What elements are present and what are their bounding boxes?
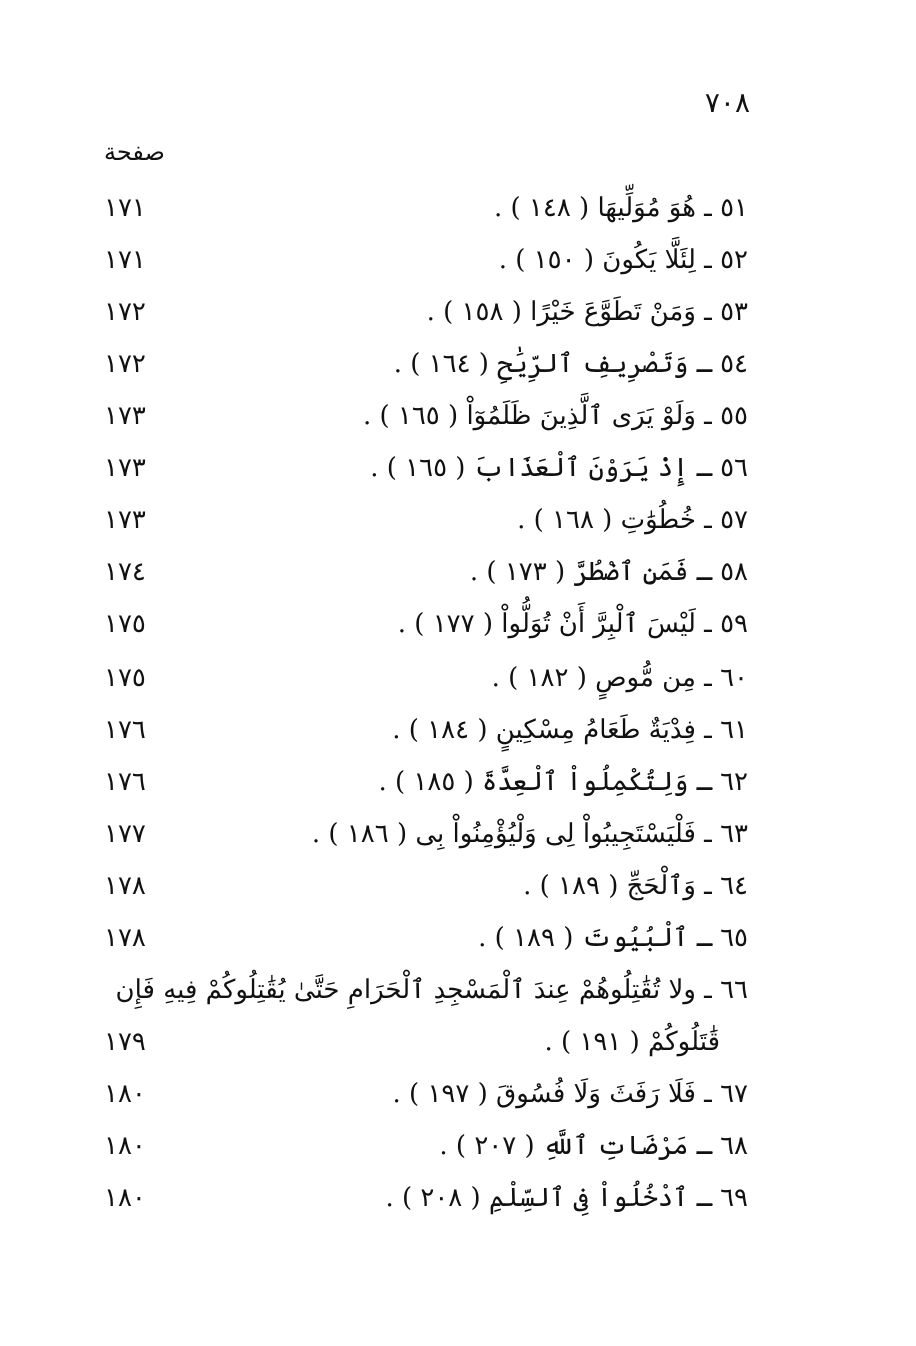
entry-text: ٦٧ ـ فَلَا رَفَثَ وَلَا فُسُوقَ ( ١٩٧ ) .	[392, 1079, 748, 1109]
entry-text: ٥٤ ـ وَتَصْرِيفِ ٱلرِّيَٰحِ ( ١٦٤ ) .	[393, 349, 748, 379]
entry-page: ١٧٦	[104, 767, 146, 797]
entry-text-continued: قَٰتَلُوكُمْ ( ١٩١ ) .	[544, 1027, 720, 1057]
entry-text: ٥٣ ـ وَمَنْ تَطَوَّعَ خَيْرًا ( ١٥٨ ) .	[426, 297, 748, 327]
index-entry	[0, 918, 916, 958]
entry-page: ١٧٢	[104, 349, 146, 379]
index-entry	[0, 292, 916, 332]
entry-page: ١٧١	[104, 193, 146, 223]
entry-page: ١٧٣	[104, 505, 146, 535]
entry-page: ١٨٠	[104, 1183, 146, 1213]
index-entry	[0, 188, 916, 228]
entry-text: ٦٠ ـ مِن مُّوصٍ ( ١٨٢ ) .	[491, 663, 748, 693]
index-entry	[0, 710, 916, 750]
index-entry	[0, 552, 916, 592]
entry-text: ٦٦ ـ ولا تُقَٰتِلُوهُمْ عِندَ ٱلْمَسْجِدِ ٱلْحَرَامِ حَتَّىٰ يُقَٰتِلُوكُمْ فِيهِ فَإِن	[115, 975, 748, 1005]
index-entry	[0, 240, 916, 280]
index-entry	[0, 396, 916, 436]
entry-page: ١٧١	[104, 245, 146, 275]
entry-page: ١٧٤	[104, 557, 146, 587]
entry-text: ٦٢ ـ وَلِتُكْمِلُواْ ٱلْعِدَّةَ ( ١٨٥ ) .	[378, 767, 748, 797]
entry-page: ١٧٩	[104, 1027, 146, 1057]
entry-text: ٥١ ـ هُوَ مُوَلِّيهَا ( ١٤٨ ) .	[493, 193, 748, 223]
entry-text: ٦٨ ـ مَرْضَاتِ ٱللَّهِ ( ٢٠٧ ) .	[439, 1131, 748, 1161]
entry-text: ٥٨ ـ فَمَنِ ٱضْطُرَّ ( ١٧٣ ) .	[469, 557, 748, 587]
index-entry	[0, 762, 916, 802]
page-number: ٧٠٨	[704, 86, 750, 119]
entry-text: ٦٩ ـ ٱدْخُلُواْ فِى ٱلسِّلْمِ ( ٢٠٨ ) .	[385, 1183, 748, 1213]
index-entry	[0, 344, 916, 384]
index-entry	[0, 500, 916, 540]
entry-page: ١٧٨	[104, 871, 146, 901]
index-entry	[0, 448, 916, 488]
entry-page: ١٧٥	[104, 663, 146, 693]
entry-page: ١٧٣	[104, 401, 146, 431]
index-entry	[0, 1074, 916, 1114]
entry-text: ٥٦ ـ إِذْ يَرَوْنَ ٱلْعَذَابَ ( ١٦٥ ) .	[370, 453, 748, 483]
index-entry	[0, 814, 916, 854]
entry-page: ١٧٣	[104, 453, 146, 483]
entry-text: ٦١ ـ فِدْيَةٌ طَعَامُ مِسْكِينٍ ( ١٨٤ ) .	[392, 715, 748, 745]
page-column-header: صفحة	[104, 138, 165, 166]
entry-text: ٦٥ ـ ٱلْبُيُوتَ ( ١٨٩ ) .	[478, 923, 748, 953]
entry-page: ١٧٨	[104, 923, 146, 953]
entry-text: ٦٣ ـ فَلْيَسْتَجِيبُواْ لِى وَلْيُؤْمِنُواْ بِى ( ١٨٦ ) .	[311, 819, 748, 849]
index-entry	[0, 1126, 916, 1166]
entry-text: ٥٢ ـ لِئَلَّا يَكُونَ ( ١٥٠ ) .	[498, 245, 748, 275]
index-entry	[0, 866, 916, 906]
index-entry	[0, 1178, 916, 1218]
index-entry	[0, 970, 916, 1062]
entry-page: ١٧٥	[104, 609, 146, 639]
index-entry	[0, 658, 916, 698]
entry-page: ١٨٠	[104, 1079, 146, 1109]
entry-text: ٥٥ ـ وَلَوْ يَرَى ٱلَّذِينَ ظَلَمُوٓاْ ( ١٦٥ ) .	[362, 401, 748, 431]
entry-page: ١٨٠	[104, 1131, 146, 1161]
entry-text: ٦٤ ـ وَٱلْحَجِّ ( ١٨٩ ) .	[523, 871, 748, 901]
entry-text: ٥٩ ـ لَيْسَ ٱلْبِرَّ أَنْ تُوَلُّواْ ( ١٧٧ ) .	[397, 609, 748, 639]
entry-page: ١٧٧	[104, 819, 146, 849]
index-entry	[0, 604, 916, 644]
entry-page: ١٧٦	[104, 715, 146, 745]
entry-page: ١٧٢	[104, 297, 146, 327]
entry-text: ٥٧ ـ خُطُوَٰتِ ( ١٦٨ ) .	[517, 505, 748, 535]
